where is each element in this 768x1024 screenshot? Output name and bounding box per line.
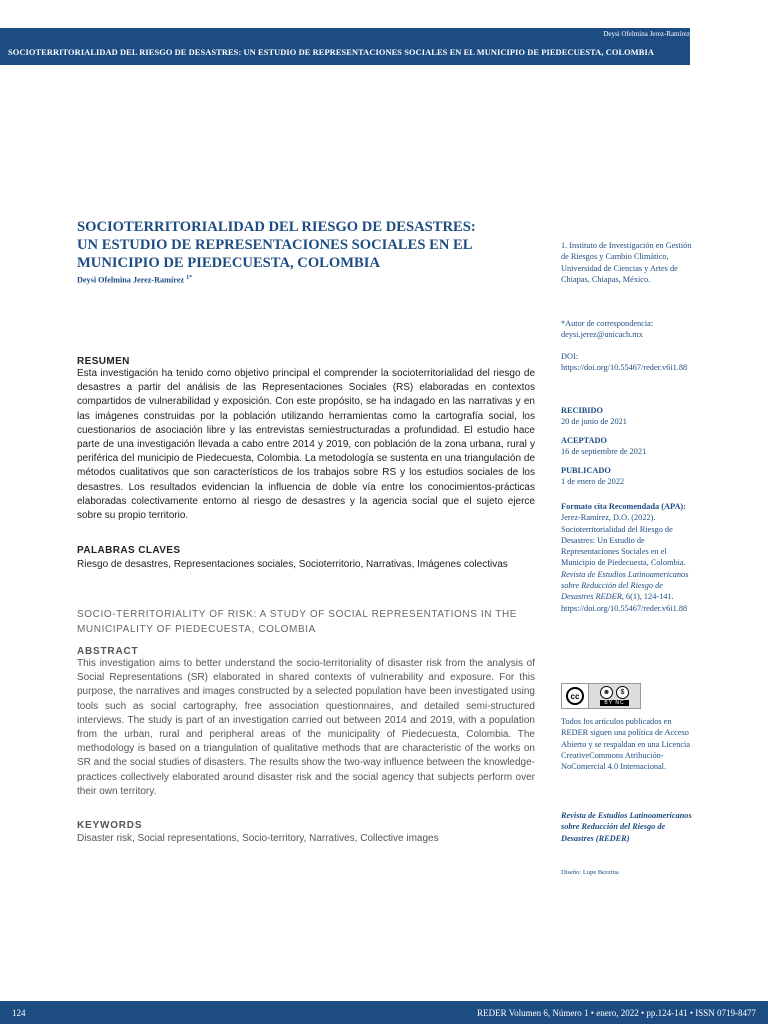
publicado-date: 1 de enero de 2022 xyxy=(561,477,625,487)
abstract-section xyxy=(77,646,535,799)
cc-icon: cc xyxy=(566,687,584,705)
resumen-section xyxy=(77,356,535,523)
author-name: Deysi Ofelmina Jerez-Ramírez xyxy=(77,275,185,285)
author-sup: 1* xyxy=(186,275,193,281)
noncommercial-icon: $ xyxy=(616,686,629,699)
license-text: Todos los artículos publicados en REDER siguen una política de Acceso Abierto y se respaldan en una Licencia CreativeCommons Atribución-NoComercial 4.0 Internacional. xyxy=(561,717,691,772)
running-title: SOCIOTERRITORIALIDAD DEL RIESGO DE DESASTRES: UN ESTUDIO DE REPRESENTACIONES SOCIALES EN EL MUNICIPIO DE PIEDECUESTA, COLOMBIA xyxy=(8,48,654,57)
doi-block xyxy=(561,351,696,374)
aceptado-block xyxy=(561,435,696,458)
publicado-label: PUBLICADO xyxy=(561,466,611,475)
abstract-heading: ABSTRACT xyxy=(77,646,139,657)
journal-name: Revista de Estudios Latinoamericanos sobre Reducción del Riesgo de Desastres (REDER) xyxy=(561,811,692,843)
recibido-block xyxy=(561,405,696,428)
title-line: MUNICIPIO DE PIEDECUESTA, COLOMBIA xyxy=(77,255,380,271)
keywords-heading: KEYWORDS xyxy=(77,820,143,831)
aceptado-date: 16 de septiembre de 2021 xyxy=(561,447,647,457)
resumen-heading: RESUMEN xyxy=(77,356,130,367)
palabras-heading: PALABRAS CLAVES xyxy=(77,545,181,556)
publicado-block xyxy=(561,465,696,488)
running-author: Deysi Ofelmina Jerez-Ramírez xyxy=(603,30,690,38)
doi-label: DOI: xyxy=(561,352,579,361)
title-line: UN ESTUDIO DE REPRESENTACIONES SOCIALES EN EL xyxy=(77,237,473,253)
english-title: SOCIO-TERRITORIALITY OF RISK: A STUDY OF SOCIAL REPRESENTATIONS IN THE MUNICIPALITY OF PIEDECUESTA, COLOMBIA xyxy=(77,609,518,635)
abstract-text: This investigation aims to better understand the socio-territoriality of disaster risk from the analysis of Social Representations (SR) elaborated in shared contexts of vulnerability and exposure. For this purpose, the narratives and images constructed by a selected population have been investigated using tools such as social cartography, free association questionnaires, and detailed semi-structured interviews. The study is part of an investigation carried out between 2014 and 2019, with a population from the urban, rural and peripheral areas of the municipality of Piedecuesta, Colombia. The methodology is based on a triangulation of qualitative methods that are characteristic of the works on SR and the social studies of disasters. The results show the two-way influence between the knowledge-practices collectively elaborated around disaster risk and the social agency that subjects perform over their own territory. xyxy=(77,658,535,797)
journal-info: REDER Volumen 6, Número 1 • enero, 2022 • pp.124-141 • ISSN 0719-8477 xyxy=(477,1008,756,1018)
attribution-icon: ☻ xyxy=(600,686,613,699)
affiliation: 1. Instituto de Investigación en Gestión de Riesgos y Cambio Climático, Universidad de Ciencias y Artes de Chiapas, Chiapas, México. xyxy=(561,241,692,284)
aceptado-label: ACEPTADO xyxy=(561,436,607,445)
keywords-text: Disaster risk, Social representations, Socio-territory, Narratives, Collective images xyxy=(77,833,439,844)
citation-block xyxy=(561,501,696,614)
resumen-text: Esta investigación ha tenido como objetivo principal el comprender la socioterritorialidad del riesgo de desastres a partir del análisis de las Representaciones Sociales (RS) elaboradas en contextos compartidos de vulnerabilidad y exposición. Con este propósito, se ha indagado en las narrativas y en las imágenes construidas por la población utilizando herramientas como la cartografía social, los cuestionarios de asociación libre y las entrevistas semiestructuradas a profundidad. El estudio hace parte de una investigación llevada a cabo entre 2014 y 2019, con población de la zona urbana, rural y periférica del municipio de Piedecuesta, Colombia. La metodología se sustenta en una triangulación de métodos cualitativos que son característicos de los trabajos sobre RS y los estudios sociales de los desastres. Los resultados evidencian la influencia de doble vía entre los conocimientos-prácticas elaboradas colectivamente entorno al riesgo de desastres y la agencia social que el sujeto ejerce sobre su propio territorio. xyxy=(77,368,535,522)
citation-journal: Revista de Estudios Latinoamericanos sobre Reducción del Riesgo de Desastres REDER, 6(1), 124-141. https://doi.org/10.55467/reder.v6i1.88 xyxy=(561,569,689,613)
cc-license-badge[interactable] xyxy=(561,683,641,709)
top-bar xyxy=(0,28,690,43)
recibido-label: RECIBIDO xyxy=(561,406,603,415)
palabras-text: Riesgo de desastres, Representaciones sociales, Socioterritorio, Narrativas, Imágenes colectivas xyxy=(77,559,508,570)
citation-tail[interactable]: 6(1), 124-141. https://doi.org/10.55467/reder.v6i1.88 xyxy=(561,592,688,613)
keywords-section xyxy=(77,820,535,846)
title-line: SOCIOTERRITORIALIDAD DEL RIESGO DE DESASTRES: xyxy=(77,219,476,235)
author-line xyxy=(77,275,535,285)
correspondence: *Autor de correspondencia: deysi.jerez@unicach.mx xyxy=(561,319,654,340)
recibido-date: 20 de junio de 2021 xyxy=(561,417,627,427)
palabras-section xyxy=(77,545,535,572)
page-number: 124 xyxy=(12,1008,26,1018)
paper-title xyxy=(77,218,535,272)
cc-label: BY NC xyxy=(600,700,628,706)
citation-label: Formato cita Recomendada (APA): xyxy=(561,502,686,511)
design-credit: Diseño: Lupe Bezzina xyxy=(561,869,619,876)
citation-text: Jerez-Ramírez, D.O. (2022). Socioterritorialidad del Riesgo de Desastres: Un Estudio de Representaciones Sociales en el Municipio de Piedecuesta, Colombia. xyxy=(561,513,686,568)
doi-link[interactable]: https://doi.org/10.55467/reder.v6i1.88 xyxy=(561,363,688,373)
